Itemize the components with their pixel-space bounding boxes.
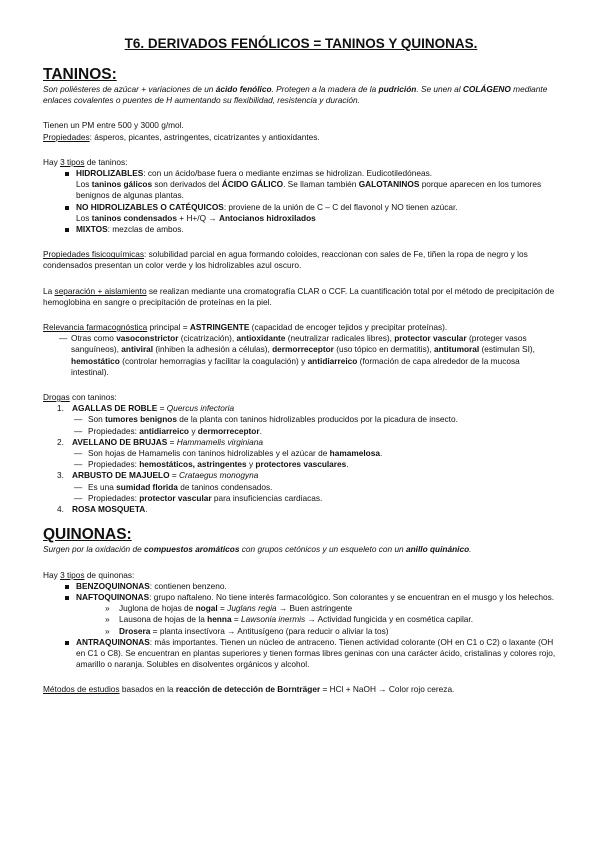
text-run: Es una bbox=[88, 481, 117, 492]
quinonas-intro bbox=[43, 544, 559, 555]
text-run: antidiarreico bbox=[139, 425, 190, 436]
taninos-intro bbox=[43, 84, 559, 106]
text-run: protector vascular bbox=[394, 333, 467, 344]
list-item bbox=[72, 482, 559, 493]
quinonas-tipos-line bbox=[43, 570, 559, 581]
text-run: GALOTANINOS bbox=[358, 179, 420, 190]
text-run: Hay bbox=[43, 569, 61, 580]
text-run: : más importantes. Tienen un núcleo de antraceno. Tienen actividad colorante (OH en C1 o C2) o laxante (OH en C1 o C8). Se encuentran en plantas superiores y tienen formas libres geninas con una carácter ácido, cristalinas y colores rojo, amarillo o naranja. Solubles en disolventes orgánicos y alcohol. bbox=[76, 636, 556, 670]
tipos-line bbox=[43, 157, 559, 168]
text-run: . bbox=[145, 504, 148, 515]
text-run: (uso tópico en dermatitis), bbox=[333, 344, 434, 355]
text-run: → Actividad fungicida y en cosmética capilar. bbox=[305, 614, 474, 625]
text-run: ANTRAQUINONAS bbox=[76, 636, 150, 647]
list-item bbox=[43, 224, 559, 235]
text-run: → Buen astringente bbox=[276, 603, 353, 614]
text-run: sumidad florida bbox=[116, 481, 178, 492]
list-item bbox=[72, 459, 559, 470]
text-run: Relevancia farmacognóstica bbox=[43, 322, 148, 333]
text-run: = bbox=[231, 614, 242, 625]
text-run: taninos condensados bbox=[91, 212, 177, 223]
text-run: antioxidante bbox=[236, 333, 286, 344]
text-run: Propiedades: bbox=[88, 492, 140, 503]
quinonas-list-cont bbox=[43, 637, 559, 671]
text-run: taninos gálicos bbox=[91, 179, 153, 190]
text-run: (controlar hemorragias y facilitar la coagulación) y bbox=[119, 355, 308, 366]
list-item bbox=[43, 403, 559, 437]
text-run: ARBUSTO DE MAJUELO bbox=[72, 470, 170, 481]
text-run: (capacidad de encoger tejidos y precipitar proteínas). bbox=[249, 322, 448, 333]
text-run: (neutralizar radicales libres), bbox=[285, 333, 395, 344]
text-run: protectores vasculares bbox=[255, 459, 347, 470]
list-item bbox=[43, 470, 559, 504]
text-run: Son hojas de Hamamelis con taninos hidrolizables y el azúcar de bbox=[88, 448, 330, 459]
text-run: Surgen por la oxidación de bbox=[43, 544, 145, 555]
text-run: : grupo naftaleno. No tiene interés farmacológico. Son colorantes y se encuentran en el musgo y los helechos. bbox=[149, 591, 555, 602]
text-run: de taninos condensados. bbox=[177, 481, 273, 492]
item-number: 4. bbox=[57, 504, 64, 515]
text-run: de taninos: bbox=[84, 156, 128, 167]
list-item bbox=[43, 168, 559, 202]
text-run: 3 tipos bbox=[60, 569, 85, 580]
text-run: ROSA MOSQUETA bbox=[72, 504, 146, 515]
text-run: vasoconstrictor bbox=[116, 333, 179, 344]
text-run: : mezclas de ambos. bbox=[107, 224, 184, 235]
text-run: . Protegen a la madera de la bbox=[271, 84, 379, 94]
text-run: : ásperos, picantes, astringentes, cicatrizantes y antioxidantes. bbox=[89, 131, 320, 142]
text-run: Crataegus monogyna bbox=[179, 470, 259, 481]
text-run: . bbox=[346, 459, 349, 470]
text-run: henna bbox=[207, 614, 232, 625]
text-run: : proviene de la unión de C – C del flavonol y NO tienen azúcar. bbox=[223, 201, 458, 212]
text-run: Hay bbox=[43, 156, 61, 167]
list-item bbox=[43, 637, 559, 671]
text-run: = bbox=[217, 603, 228, 614]
naftoquinonas-sublist bbox=[43, 603, 559, 637]
text-run: HIDROLIZABLES bbox=[76, 168, 144, 179]
section-heading-taninos: TANINOS: bbox=[43, 66, 117, 83]
text-run: mediante enlaces covalentes o puentes de H aumentando su flexibilidad, resistencia y duración. bbox=[43, 84, 548, 106]
text-run: : contienen benzeno. bbox=[149, 580, 227, 591]
text-run: Métodos de estudios bbox=[43, 684, 120, 695]
text-run: Propiedades bbox=[43, 131, 90, 142]
text-run: Propiedades: bbox=[88, 459, 140, 470]
text-run: reacción de detección de Bornträger bbox=[175, 684, 321, 695]
text-run: Otras como bbox=[71, 333, 117, 344]
relevancia-list bbox=[43, 333, 559, 378]
drogas-list bbox=[43, 403, 559, 515]
text-run: y bbox=[189, 425, 198, 436]
text-run: principal = bbox=[147, 322, 190, 333]
text-run: con grupos cetónicos y un esqueleto con un bbox=[239, 544, 406, 555]
list-item bbox=[43, 202, 559, 224]
text-run: 3 tipos bbox=[60, 156, 85, 167]
page-title: T6. DERIVADOS FENÓLICOS = TANINOS Y QUINONAS. bbox=[124, 36, 478, 51]
text-run: Lawsonia inermis bbox=[241, 614, 306, 625]
text-run: : solubilidad parcial en agua formando coloides, reaccionan con sales de Fe, tiñen la ropa de negro y los condensados presentan un color verde y los hidrolizables azul oscuro. bbox=[43, 249, 528, 271]
text-run: MIXTOS bbox=[76, 224, 108, 235]
text-run: separación + aislamiento bbox=[54, 285, 147, 296]
list-item bbox=[72, 414, 559, 425]
list-item bbox=[72, 493, 559, 504]
text-run: (inhiben la adhesión a células), bbox=[153, 344, 273, 355]
list-item bbox=[43, 333, 559, 378]
text-run: Quercus infectoria bbox=[166, 403, 235, 414]
text-run: . bbox=[259, 425, 262, 436]
text-run: son derivados del bbox=[152, 179, 222, 190]
text-run: hamamelosa bbox=[329, 448, 380, 459]
list-item bbox=[43, 504, 559, 515]
text-run: . Se llaman también bbox=[283, 179, 359, 190]
text-run: hemostáticos, astringentes bbox=[139, 459, 247, 470]
text-run: de quinonas: bbox=[84, 569, 135, 580]
list-item bbox=[43, 437, 559, 471]
text-run: (formación de capa alrededor de la mucosa intestinal). bbox=[71, 355, 520, 377]
text-run: Los bbox=[76, 179, 92, 190]
text-run: La bbox=[43, 285, 55, 296]
pm-line: Tienen un PM entre 500 y 3000 g/mol. bbox=[43, 120, 184, 131]
text-run: hemostático bbox=[71, 355, 120, 366]
text-run: Propiedades fisicoquímicas bbox=[43, 249, 144, 260]
list-item bbox=[72, 448, 559, 459]
text-run: antidiarreico bbox=[307, 355, 358, 366]
text-run: Son bbox=[88, 414, 106, 425]
text-run: dermorreceptor bbox=[272, 344, 334, 355]
text-run: = bbox=[167, 436, 177, 447]
list-item bbox=[72, 426, 559, 437]
text-run: Juglona de hojas de bbox=[119, 603, 196, 614]
text-run: Propiedades: bbox=[88, 425, 140, 436]
text-run: ácido fenólico bbox=[215, 84, 272, 94]
text-run: ASTRINGENTE bbox=[189, 322, 250, 333]
text-run: AGALLAS DE ROBLE bbox=[72, 403, 158, 414]
item-number: 2. bbox=[57, 436, 64, 447]
text-run: con taninos: bbox=[69, 392, 117, 403]
text-run: . Se unen al bbox=[416, 84, 463, 94]
text-run: compuestos aromáticos bbox=[144, 544, 240, 555]
text-run: antiviral bbox=[121, 344, 154, 355]
relevancia-line bbox=[43, 322, 559, 333]
text-run: tumores benignos bbox=[105, 414, 177, 425]
text-run: protector vascular bbox=[139, 492, 212, 503]
text-run: . bbox=[469, 544, 472, 555]
text-run: porque aparecen en los tumores benignos de algunas plantas. bbox=[76, 179, 542, 201]
fisicoquimicas-paragraph bbox=[43, 249, 559, 271]
text-run: NO HIDROLIZABLES O CATÉQUICOS bbox=[76, 201, 224, 212]
list-item bbox=[43, 626, 559, 637]
text-run: antitumoral bbox=[433, 344, 480, 355]
text-run: Son poliésteres de azúcar + variaciones de un bbox=[43, 84, 216, 94]
text-run: ÁCIDO GÁLICO bbox=[221, 179, 284, 190]
tipos-list bbox=[43, 168, 559, 235]
item-number: 3. bbox=[57, 470, 64, 481]
quinonas-list bbox=[43, 581, 559, 603]
list-item bbox=[43, 581, 559, 592]
text-run: NAFTOQUINONAS bbox=[76, 591, 150, 602]
text-run: (estimulan SI), bbox=[479, 344, 535, 355]
text-run: = bbox=[169, 470, 180, 481]
text-run: BENZOQUINONAS bbox=[76, 580, 150, 591]
text-run: (proteger vasos sanguíneos), bbox=[71, 333, 527, 355]
text-run: + H+/Q → bbox=[176, 212, 219, 223]
text-run: Juglans regia bbox=[227, 603, 277, 614]
text-run: = HCl + NaOH → Color rojo cereza. bbox=[320, 684, 455, 695]
text-run: y bbox=[246, 459, 256, 470]
text-run: : con un ácido/base fuera o mediante enzimas se hidrolizan. Eudicotiledóneas. bbox=[143, 168, 433, 179]
text-run: Lausona de hojas de la bbox=[119, 614, 208, 625]
list-item bbox=[43, 614, 559, 625]
list-item bbox=[43, 592, 559, 603]
text-run: Drogas bbox=[43, 392, 70, 403]
text-run: para insuficiencias cardiacas. bbox=[211, 492, 323, 503]
text-run: pudrición bbox=[378, 84, 417, 94]
text-run: Antocianos hidroxilados bbox=[218, 212, 316, 223]
text-run: = bbox=[157, 403, 167, 414]
metodos-line bbox=[43, 684, 559, 695]
text-run: se realizan mediante una cromatografía CLAR o CCF. La cuantificación total por el método de precipitación de hemoglobina en sangre o precipitación de proteínas en la piel. bbox=[43, 285, 555, 307]
text-run: Drosera bbox=[119, 625, 151, 636]
item-number: 1. bbox=[57, 403, 64, 414]
text-run: dermorreceptor bbox=[197, 425, 260, 436]
text-run: COLÁGENO bbox=[462, 84, 511, 94]
text-run: Los bbox=[76, 212, 92, 223]
list-item bbox=[43, 603, 559, 614]
text-run: Hammamelis virginiana bbox=[176, 436, 263, 447]
separacion-paragraph bbox=[43, 286, 559, 308]
text-run: anillo quinánico bbox=[405, 544, 470, 555]
section-heading-quinonas: QUINONAS: bbox=[43, 526, 132, 544]
text-run: = planta insectívora → Antitusígeno (para reducir o aliviar la tos) bbox=[150, 625, 389, 636]
text-run: basados en la bbox=[119, 684, 176, 695]
text-run: AVELLANO DE BRUJAS bbox=[72, 436, 168, 447]
propiedades-line bbox=[43, 132, 559, 143]
text-run: de la planta con taninos hidrolizables producidos por la picadura de insecto. bbox=[177, 414, 458, 425]
text-run: (cicatrización), bbox=[178, 333, 237, 344]
text-run: . bbox=[379, 448, 383, 459]
text-run: nogal bbox=[195, 603, 218, 614]
drogas-line bbox=[43, 392, 559, 403]
